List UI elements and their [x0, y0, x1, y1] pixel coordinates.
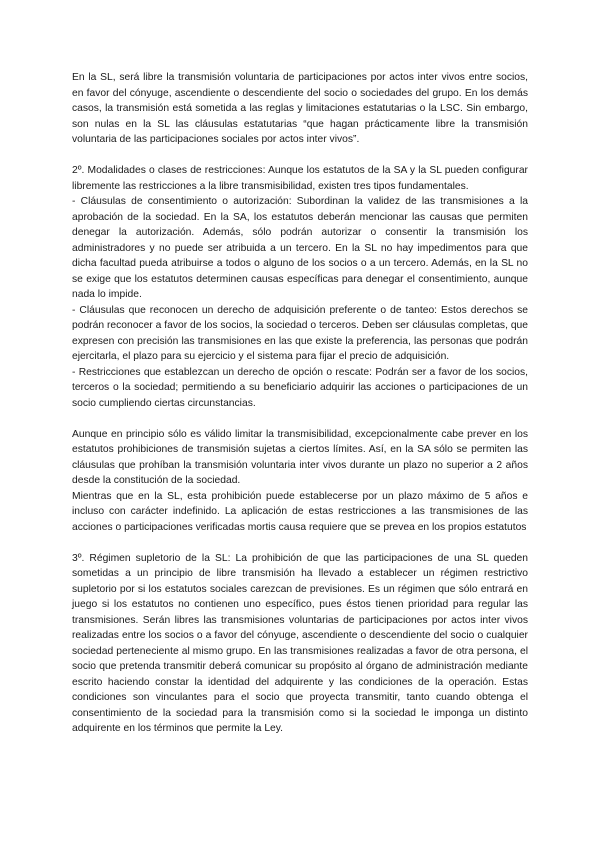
paragraph-spacer: [72, 535, 528, 551]
paragraph-supplementary-regime: 3º. Régimen supletorio de la SL: La prohibición de que las participaciones de una SL queden sometidas a un principio de libre transmisión ha llevado a establecer un régimen restrictivo supletorio por si los estatutos sociales carezcan de previsiones. Es un régimen que sólo entrará en juego si los estatutos no contienen uno específico, pues éstos tienen prioridad para regular las transmisiones. Serán libres las transmisiones voluntarias de participaciones por actos inter vivos realizadas entre los socios o a favor del cónyuge, ascendiente o descendiente del socio o cualquier sociedad perteneciente al mismo grupo. En las transmisiones realizadas a favor de otra persona, el socio que pretenda transmitir deberá comunicar su propósito al órgano de administración mediante escrito haciendo constar la identidad del adquirente y las condiciones de la operación. Estas condiciones son vinculantes para el socio que proyecta transmitir, tanto cuando obtenga el consentimiento de la sociedad para la transmisión como si la sociedad le imponga un distinto adquirente en los términos que permite la Ley.: [72, 552, 528, 734]
document-body: [72, 70, 528, 737]
paragraph-consent-clauses: - Cláusulas de consentimiento o autorización: Subordinan la validez de las transmisiones a la aprobación de la sociedad. En la SA, los estatutos deberán mencionar las causas que permiten denegar la autorización. Además, sólo podrán autorizar o consentir la transmisión los administradores y no puede ser atribuida a un tercero. En la SL no hay impedimentos para que dicha facultad pueda atribuirse a todos o alguno de los socios o a un tercero. Además, en la SL no se exige que los estatutos determinen causas específicas para denegar el consentimiento, aunque nada lo impide.: [72, 196, 528, 300]
paragraph-prohibitions-sa: Aunque en principio sólo es válido limitar la transmisibilidad, excepcionalmente cabe prever en los estatutos prohibiciones de transmisión sujetas a ciertos límites. Así, en la SA sólo se permiten las cláusulas que prohíban la transmisión voluntaria inter vivos durante un plazo no superior a 2 años desde la constitución de la sociedad.: [72, 428, 528, 486]
paragraph-spacer: [72, 411, 528, 427]
paragraph-spacer: [72, 148, 528, 164]
paragraph-option-clauses: - Restricciones que establezcan un derecho de opción o rescate: Podrán ser a favor de los socios, terceros o la sociedad; permitiendo a su beneficiario adquirir las acciones o participaciones de un socio cumpliendo ciertas circunstancias.: [72, 366, 528, 409]
paragraph-restriction-types-heading: 2º. Modalidades o clases de restricciones: Aunque los estatutos de la SA y la SL pueden configurar libremente las restricciones a la libre transmisibilidad, existen tres tipos fundamentales.: [72, 165, 528, 192]
paragraph-preemption-clauses: - Cláusulas que reconocen un derecho de adquisición preferente o de tanteo: Estos derechos se podrán reconocer a favor de los socios, la sociedad o terceros. Deben ser cláusulas completas, que expresen con precisión las transmisiones en las que existe la preferencia, las personas que podrán ejercitarla, el plazo para su ejercicio y el sistema para fijar el precio de adquisición.: [72, 304, 528, 362]
paragraph-sl-free-transmission: En la SL, será libre la transmisión voluntaria de participaciones por actos inter vivos entre socios, en favor del cónyuge, ascendiente o descendiente del socio o sociedades del grupo. En los demás casos, la transmisión está sometida a las reglas y limitaciones estatutarias o la LSC. Sin embargo, son nulas en la SL las cláusulas estatutarias “que hagan prácticamente libre la transmisión voluntaria de las participaciones sociales por actos inter vivos”.: [72, 72, 528, 145]
paragraph-prohibitions-sl: Mientras que en la SL, esta prohibición puede establecerse por un plazo máximo de 5 años e incluso con carácter indefinido. La aplicación de estas restricciones a las transmisiones de las acciones o participaciones verificadas mortis causa requiere que se prevea en los propios estatutos: [72, 490, 528, 533]
